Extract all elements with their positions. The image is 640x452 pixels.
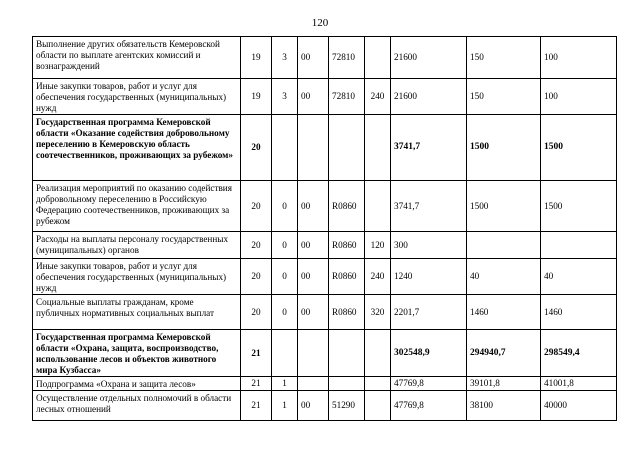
cell-amount-year-2: 1500 <box>467 115 541 181</box>
cell-name: Реализация мероприятий по оказанию содействия добровольному переселению в Российскую Федерацию соотечественников, проживающих за рубежом <box>33 181 241 232</box>
cell-expense-type <box>365 330 391 377</box>
cell-expense-type <box>365 37 391 79</box>
cell-subprogram-code: 1 <box>272 377 298 391</box>
cell-amount-year-1: 302548,9 <box>391 330 467 377</box>
cell-amount-year-3: 1460 <box>541 295 617 330</box>
cell-amount-year-3: 100 <box>541 37 617 79</box>
cell-expense-type: 120 <box>365 232 391 259</box>
cell-expense-code <box>329 330 365 377</box>
cell-expense-code: 72810 <box>329 37 365 79</box>
cell-amount-year-3: 41001,8 <box>541 377 617 391</box>
cell-amount-year-3 <box>541 232 617 259</box>
cell-program-code: 21 <box>241 391 272 421</box>
cell-amount-year-3: 1500 <box>541 115 617 181</box>
cell-expense-code: R0860 <box>329 232 365 259</box>
cell-program-code: 19 <box>241 79 272 115</box>
cell-program-code: 20 <box>241 295 272 330</box>
cell-expense-code <box>329 377 365 391</box>
cell-amount-year-3: 298549,4 <box>541 330 617 377</box>
cell-amount-year-1: 3741,7 <box>391 115 467 181</box>
table-row <box>33 391 617 421</box>
cell-amount-year-2: 39101,8 <box>467 377 541 391</box>
cell-program-code: 20 <box>241 259 272 295</box>
cell-amount-year-1: 1240 <box>391 259 467 295</box>
cell-expense-code: R0860 <box>329 181 365 232</box>
cell-program-code: 19 <box>241 37 272 79</box>
cell-expense-type <box>365 391 391 421</box>
cell-event-code <box>298 330 329 377</box>
page-number: 120 <box>311 17 329 29</box>
cell-program-code: 21 <box>241 330 272 377</box>
cell-amount-year-3: 40 <box>541 259 617 295</box>
table-row <box>33 37 617 79</box>
cell-name: Социальные выплаты гражданам, кроме публичных нормативных социальных выплат <box>33 295 241 330</box>
cell-event-code: 00 <box>298 181 329 232</box>
table-row <box>33 181 617 232</box>
cell-amount-year-2: 1460 <box>467 295 541 330</box>
cell-amount-year-1: 21600 <box>391 37 467 79</box>
cell-amount-year-2: 38100 <box>467 391 541 421</box>
cell-name: Иные закупки товаров, работ и услуг для обеспечения государственных (муниципальных) нужд <box>33 259 241 295</box>
cell-expense-code: 51290 <box>329 391 365 421</box>
cell-event-code: 00 <box>298 232 329 259</box>
table-row <box>33 115 617 181</box>
cell-subprogram-code: 0 <box>272 181 298 232</box>
cell-amount-year-1: 300 <box>391 232 467 259</box>
cell-program-code: 20 <box>241 181 272 232</box>
cell-event-code: 00 <box>298 295 329 330</box>
cell-expense-code: R0860 <box>329 259 365 295</box>
cell-amount-year-2: 150 <box>467 37 541 79</box>
table-row <box>33 295 617 330</box>
cell-amount-year-1: 21600 <box>391 79 467 115</box>
cell-event-code: 00 <box>298 259 329 295</box>
cell-amount-year-2: 1500 <box>467 181 541 232</box>
cell-event-code: 00 <box>298 391 329 421</box>
cell-event-code <box>298 377 329 391</box>
cell-event-code <box>298 115 329 181</box>
cell-amount-year-1: 2201,7 <box>391 295 467 330</box>
cell-amount-year-2: 40 <box>467 259 541 295</box>
cell-expense-type <box>365 377 391 391</box>
cell-subprogram-code: 3 <box>272 79 298 115</box>
cell-subprogram-code <box>272 330 298 377</box>
cell-subprogram-code: 0 <box>272 232 298 259</box>
cell-expense-code: 72810 <box>329 79 365 115</box>
table-row <box>33 79 617 115</box>
cell-subprogram-code: 0 <box>272 259 298 295</box>
cell-name: Иные закупки товаров, работ и услуг для обеспечения государственных (муниципальных) нужд <box>33 79 241 115</box>
cell-expense-code <box>329 115 365 181</box>
cell-amount-year-3: 40000 <box>541 391 617 421</box>
cell-subprogram-code <box>272 115 298 181</box>
cell-expense-type: 320 <box>365 295 391 330</box>
budget-table <box>32 36 617 421</box>
cell-name: Выполнение других обязательств Кемеровской области по выплате агентских комиссий и вознаграждений <box>33 37 241 79</box>
cell-event-code: 00 <box>298 37 329 79</box>
cell-program-code: 21 <box>241 377 272 391</box>
cell-name: Осуществление отдельных полномочий в области лесных отношений <box>33 391 241 421</box>
table-row <box>33 377 617 391</box>
cell-subprogram-code: 0 <box>272 295 298 330</box>
cell-expense-type: 240 <box>365 259 391 295</box>
cell-amount-year-1: 3741,7 <box>391 181 467 232</box>
cell-subprogram-code: 1 <box>272 391 298 421</box>
table-body <box>33 37 617 421</box>
cell-expense-type <box>365 115 391 181</box>
cell-name: Подпрограмма «Охрана и защита лесов» <box>33 377 241 391</box>
cell-expense-type <box>365 181 391 232</box>
cell-expense-type: 240 <box>365 79 391 115</box>
cell-subprogram-code: 3 <box>272 37 298 79</box>
cell-amount-year-2: 294940,7 <box>467 330 541 377</box>
cell-amount-year-3: 1500 <box>541 181 617 232</box>
cell-name: Государственная программа Кемеровской области «Оказание содействия добровольному переселению в Кемеровскую область соотечественников, проживающих за рубежом» <box>33 115 241 181</box>
cell-amount-year-1: 47769,8 <box>391 391 467 421</box>
cell-name: Расходы на выплаты персоналу государственных (муниципальных) органов <box>33 232 241 259</box>
cell-amount-year-2: 150 <box>467 79 541 115</box>
table-row <box>33 330 617 377</box>
cell-event-code: 00 <box>298 79 329 115</box>
table-row <box>33 232 617 259</box>
cell-expense-code: R0860 <box>329 295 365 330</box>
cell-amount-year-1: 47769,8 <box>391 377 467 391</box>
cell-name: Государственная программа Кемеровской области «Охрана, защита, воспроизводство, использование лесов и объектов животного мира Кузбасса» <box>33 330 241 377</box>
cell-amount-year-3: 100 <box>541 79 617 115</box>
table-row <box>33 259 617 295</box>
cell-program-code: 20 <box>241 232 272 259</box>
cell-program-code: 20 <box>241 115 272 181</box>
cell-amount-year-2 <box>467 232 541 259</box>
